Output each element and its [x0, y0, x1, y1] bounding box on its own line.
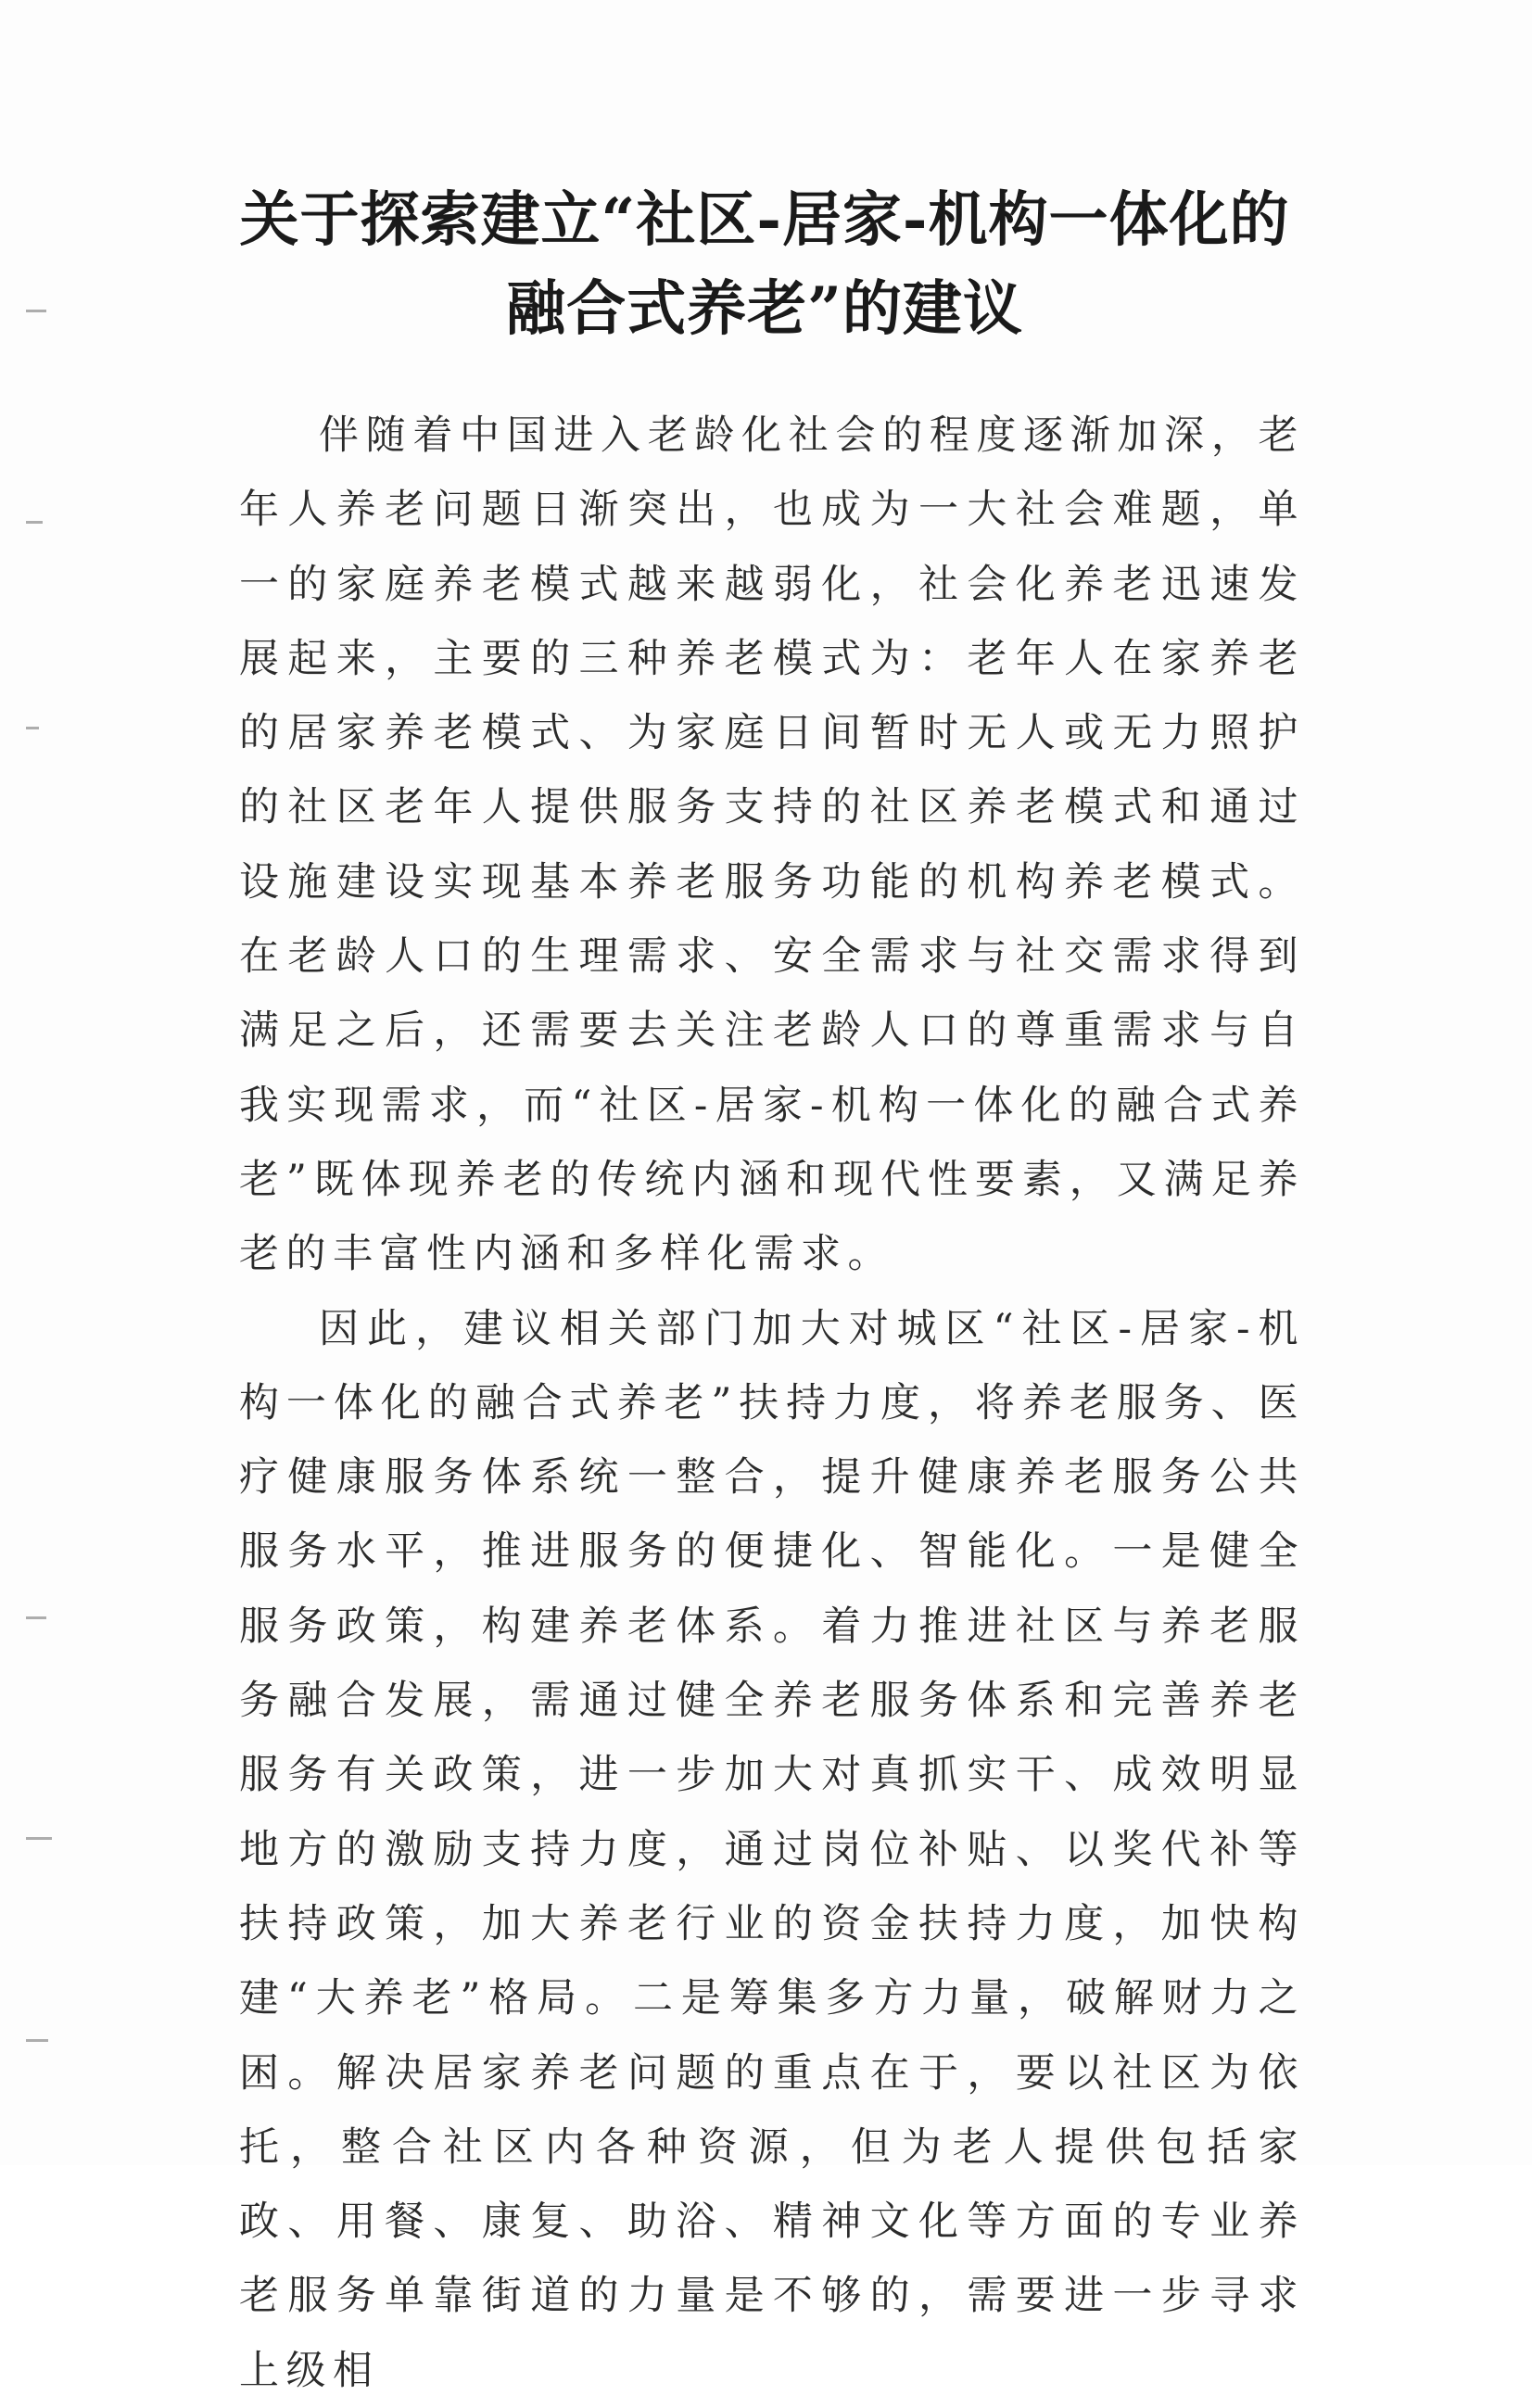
scan-margin-mark — [26, 310, 46, 312]
scan-margin-mark — [26, 727, 39, 729]
scan-margin-mark — [26, 2039, 48, 2042]
title-line-1: 关于探索建立“社区-居家-机构一体化的 — [239, 185, 1290, 255]
scan-margin-mark — [26, 1837, 52, 1840]
scan-margin-mark — [26, 1616, 46, 1619]
paragraph-2: 因此，建议相关部门加大对城区“社区-居家-机构一体化的融合式养老”扶持力度，将养老服务、医疗健康服务体系统一整合，提升健康养老服务公共服务水平，推进服务的便捷化、智能化。一是健全服务政策，构建养老体系。着力推进社区与养老服务融合发展，需通过健全养老服务体系和完善养老服务有关政策，进一步加大对真抓实干、成效明显地方的激励支持力度，通过岗位补贴、以奖代补等扶持政策，加大养老行业的资金扶持力度，加快构建“大养老”格局。二是筹集多方力量，破解财力之困。解决居家养老问题的重点在于，要以社区为依托，整合社区内各种资源，但为老人提供包括家政、用餐、康复、助浴、精神文化等方面的专业养老服务单靠街道的力量是不够的，需要进一步寻求上级相 — [239, 1305, 1305, 2394]
scan-margin-mark — [26, 521, 43, 524]
paragraph-1: 伴随着中国进入老龄化社会的程度逐渐加深，老年人养老问题日渐突出，也成为一大社会难题，单一的家庭养老模式越来越弱化，社会化养老迅速发展起来，主要的三种养老模式为：老年人在家养老的居家养老模式、为家庭日间暂时无人或无力照护的社区老年人提供服务支持的社区养老模式和通过设施建设实现基本养老服务功能的机构养老模式。在老龄人口的生理需求、安全需求与社交需求得到满足之后，还需要去关注老龄人口的尊重需求与自我实现需求，而“社区-居家-机构一体化的融合式养老”既体现养老的传统内涵和现代性要素，又满足养老的丰富性内涵和多样化需求。 — [239, 412, 1305, 1278]
document-body — [239, 399, 1305, 2408]
document-title — [185, 176, 1344, 354]
title-line-2: 融合式养老”的建议 — [506, 274, 1023, 344]
